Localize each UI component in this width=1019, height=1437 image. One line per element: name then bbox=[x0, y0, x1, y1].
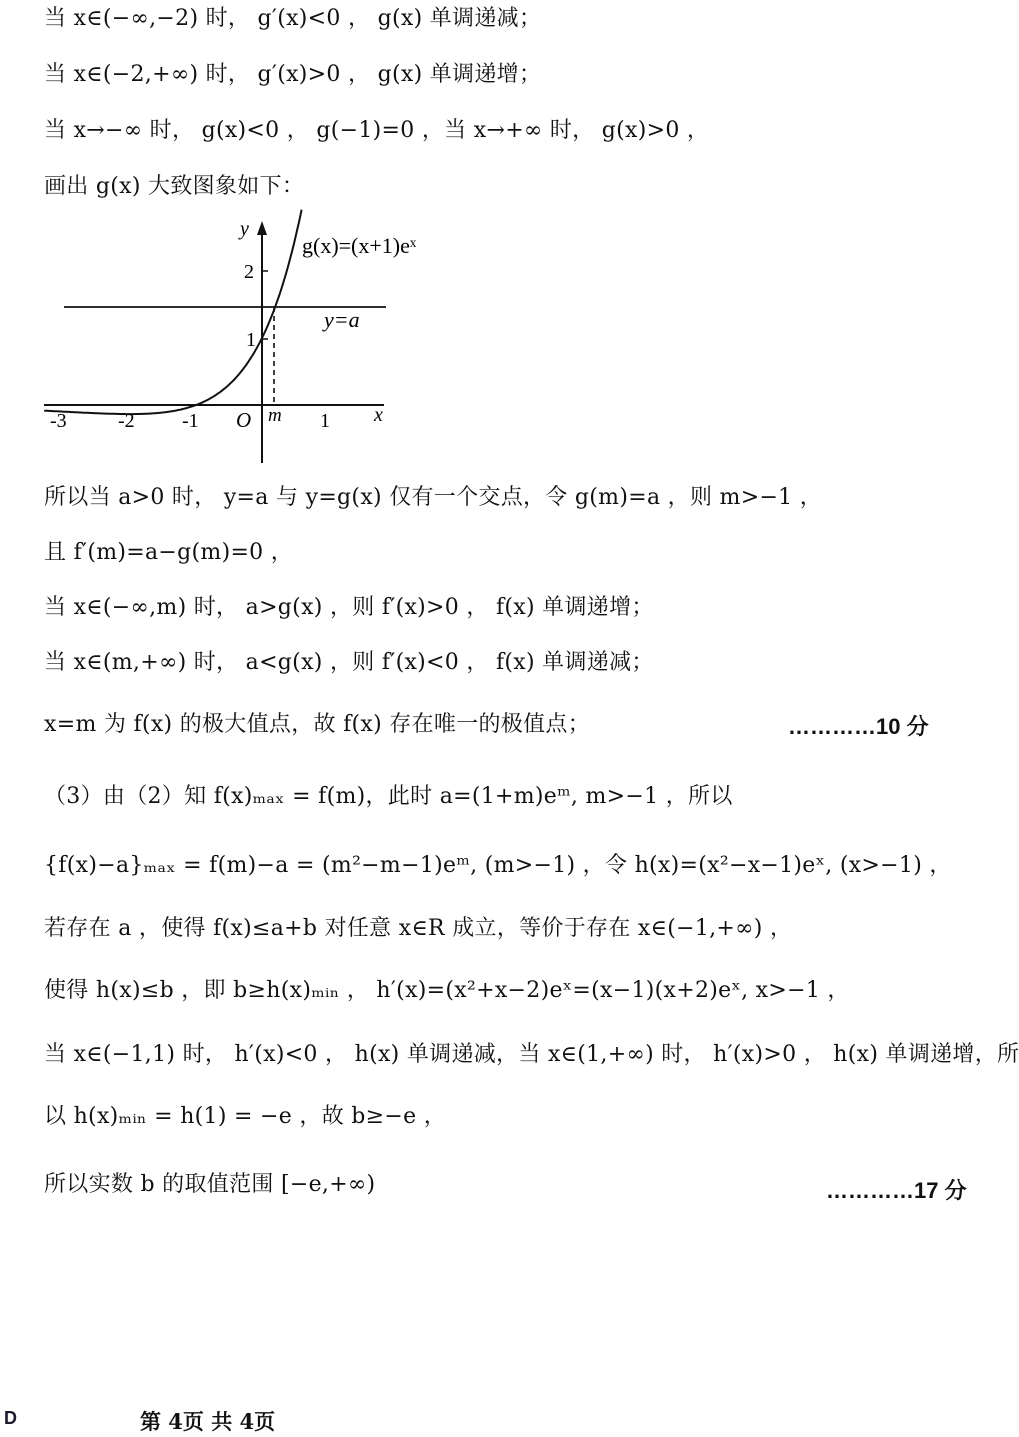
x-tick-label-neg2: -2 bbox=[118, 410, 135, 432]
text-line-11: {f(x)−a}ₘₐₓ = f(m)−a = (m²−m−1)eᵐ, (m>−1) ，令 h(x)=(x²−x−1)eˣ, (x>−1) ， bbox=[44, 853, 952, 878]
y-tick-label-2: 2 bbox=[244, 261, 254, 283]
text-line-1: 当 x∈(−∞,−2) 时， g′(x)<0 ， g(x) 单调递减； bbox=[44, 6, 542, 31]
text-line-10: （3）由（2）知 f(x)ₘₐₓ = f(m)，此时 a=(1+m)eᵐ, m>−1 ，所以 bbox=[44, 784, 733, 809]
line-label: y=a bbox=[324, 307, 360, 332]
m-label: m bbox=[268, 405, 282, 426]
y-axis-label: y bbox=[240, 218, 249, 240]
page-footer: 第 4页 共 4页 bbox=[140, 1409, 276, 1434]
origin-label: O bbox=[236, 408, 252, 432]
text-line-4: 画出 g(x) 大致图象如下： bbox=[44, 174, 305, 199]
function-graph bbox=[44, 215, 417, 465]
corner-mark: D bbox=[4, 1408, 17, 1428]
text-line-8: 当 x∈(m,+∞) 时， a<g(x) ，则 f′(x)<0 ， f(x) 单调递减； bbox=[44, 650, 654, 675]
y-axis-arrow bbox=[257, 221, 267, 235]
text-line-9: x=m 为 f(x) 的极大值点，故 f(x) 存在唯一的极值点； bbox=[44, 712, 591, 737]
text-line-2: 当 x∈(−2,+∞) 时， g′(x)>0 ， g(x) 单调递增； bbox=[44, 62, 542, 87]
text-line-16: 所以实数 b 的取值范围 [−e,+∞) bbox=[44, 1172, 376, 1197]
x-tick-label-1: 1 bbox=[320, 410, 330, 432]
curve-label: g(x)=(x+1)eˣ bbox=[302, 233, 417, 258]
text-line-6: 且 f′(m)=a−g(m)=0 ， bbox=[44, 540, 294, 565]
text-line-3: 当 x→−∞ 时， g(x)<0 ， g(−1)=0 ，当 x→+∞ 时， g(x)>0 ， bbox=[44, 118, 710, 143]
x-axis-label: x bbox=[374, 404, 383, 426]
y-tick-label-1: 1 bbox=[246, 329, 256, 351]
x-tick-label-neg3: -3 bbox=[50, 410, 67, 432]
text-line-13: 使得 h(x)≤b ，即 b≥h(x)ₘᵢₙ ， h′(x)=(x²+x−2)eˣ=(x−1)(x+2)eˣ, x>−1 ， bbox=[44, 978, 850, 1003]
text-line-7: 当 x∈(−∞,m) 时， a>g(x) ，则 f′(x)>0 ， f(x) 单调递增； bbox=[44, 595, 654, 620]
text-line-14: 当 x∈(−1,1) 时， h′(x)<0 ， h(x) 单调递减，当 x∈(1,+∞) 时， h′(x)>0 ， h(x) 单调递增，所 bbox=[44, 1042, 1019, 1067]
text-line-15: 以 h(x)ₘᵢₙ = h(1) = −e ，故 b≥−e ， bbox=[44, 1104, 447, 1129]
text-line-5: 所以当 a>0 时， y=a 与 y=g(x) 仅有一个交点，令 g(m)=a ，则 m>−1 ， bbox=[44, 485, 823, 510]
score-10: …………10 分 bbox=[788, 714, 929, 739]
x-tick-label-neg1: -1 bbox=[182, 410, 199, 432]
score-17: …………17 分 bbox=[826, 1178, 967, 1203]
text-line-12: 若存在 a ，使得 f(x)≤a+b 对任意 x∈R 成立，等价于存在 x∈(−1,+∞) ， bbox=[44, 916, 793, 941]
